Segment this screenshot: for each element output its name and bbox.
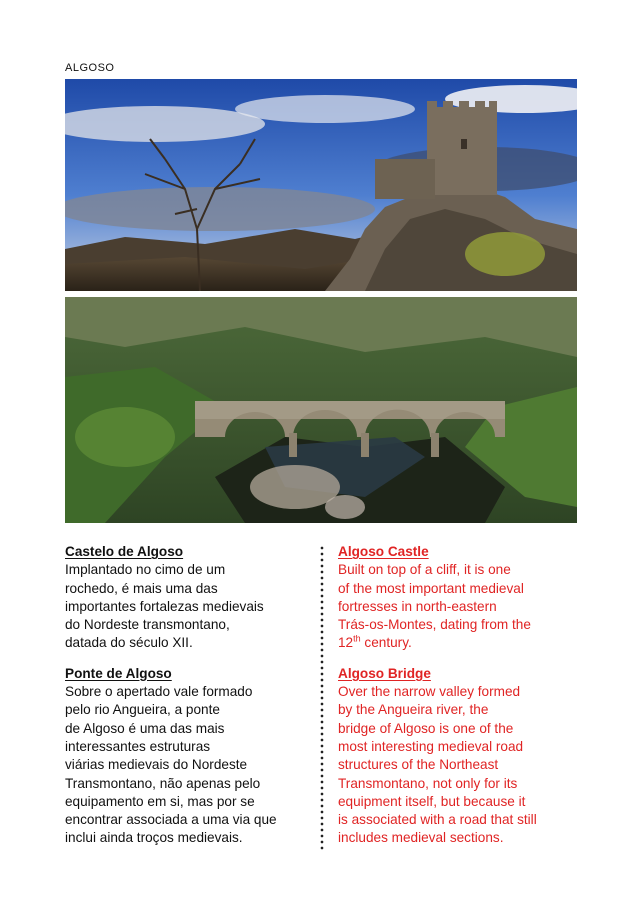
page-header: ALGOSO	[65, 62, 115, 74]
pt-bridge-line: de Algoso é uma das mais	[65, 720, 225, 736]
dotted-divider	[320, 545, 324, 850]
bridge-photo	[65, 297, 577, 523]
pt-bridge-line: pelo rio Angueira, a ponte	[65, 702, 220, 718]
en-castle-line: of the most important medieval	[338, 580, 524, 596]
pt-castle-section	[65, 543, 315, 653]
en-castle-line: Built on top of a cliff, it is one	[338, 562, 511, 578]
pt-bridge-section	[65, 665, 315, 848]
en-castle-section	[338, 543, 578, 653]
pt-bridge-line: equipamento em si, mas por se	[65, 793, 255, 809]
ordinal-suffix: th	[353, 633, 361, 644]
pt-bridge-line: viárias medievais do Nordeste	[65, 757, 248, 773]
en-castle-line: Trás-os-Montes, dating from the	[338, 617, 531, 633]
en-bridge-line: is associated with a road that still	[338, 812, 537, 828]
pt-bridge-line: interessantes estruturas	[65, 738, 211, 754]
pt-castle-line: Implantado no cimo de um	[65, 562, 226, 578]
pt-castle-title: Castelo de Algoso	[65, 544, 184, 559]
century-word: century.	[360, 635, 412, 651]
en-bridge-line: by the Angueira river, the	[338, 702, 489, 718]
castle-photo	[65, 79, 577, 291]
pt-castle-line: datada do século XII.	[65, 635, 193, 651]
en-castle-title: Algoso Castle	[338, 544, 429, 559]
pt-bridge-line: inclui ainda troços medievais.	[65, 830, 243, 846]
en-bridge-section	[338, 665, 578, 848]
en-bridge-line: bridge of Algoso is one of the	[338, 720, 514, 736]
pt-bridge-line: Transmontano, não apenas pelo	[65, 775, 261, 791]
pt-castle-line: rochedo, é mais uma das	[65, 580, 218, 596]
pt-bridge-title: Ponte de Algoso	[65, 665, 172, 681]
en-bridge-line: Over the narrow valley formed	[338, 684, 521, 700]
english-column	[338, 543, 578, 860]
pt-castle-line: do Nordeste transmontano,	[65, 617, 230, 633]
en-bridge-line: Transmontano, not only for its	[338, 775, 518, 791]
en-bridge-line: most interesting medieval road	[338, 738, 524, 754]
en-castle-last-line	[338, 634, 578, 652]
en-castle-line: fortresses in north-eastern	[338, 598, 497, 614]
en-bridge-line: structures of the Northeast	[338, 757, 499, 773]
pt-bridge-line: Sobre o apertado vale formado	[65, 684, 253, 700]
pt-bridge-line: encontrar associada a uma via que	[65, 812, 277, 828]
en-bridge-line: includes medieval sections.	[338, 830, 504, 846]
en-bridge-line: equipment itself, but because it	[338, 793, 526, 809]
en-bridge-title: Algoso Bridge	[338, 665, 431, 681]
century-number: 12	[338, 635, 354, 651]
portuguese-column	[65, 543, 315, 860]
pt-castle-line: importantes fortalezas medievais	[65, 598, 264, 614]
